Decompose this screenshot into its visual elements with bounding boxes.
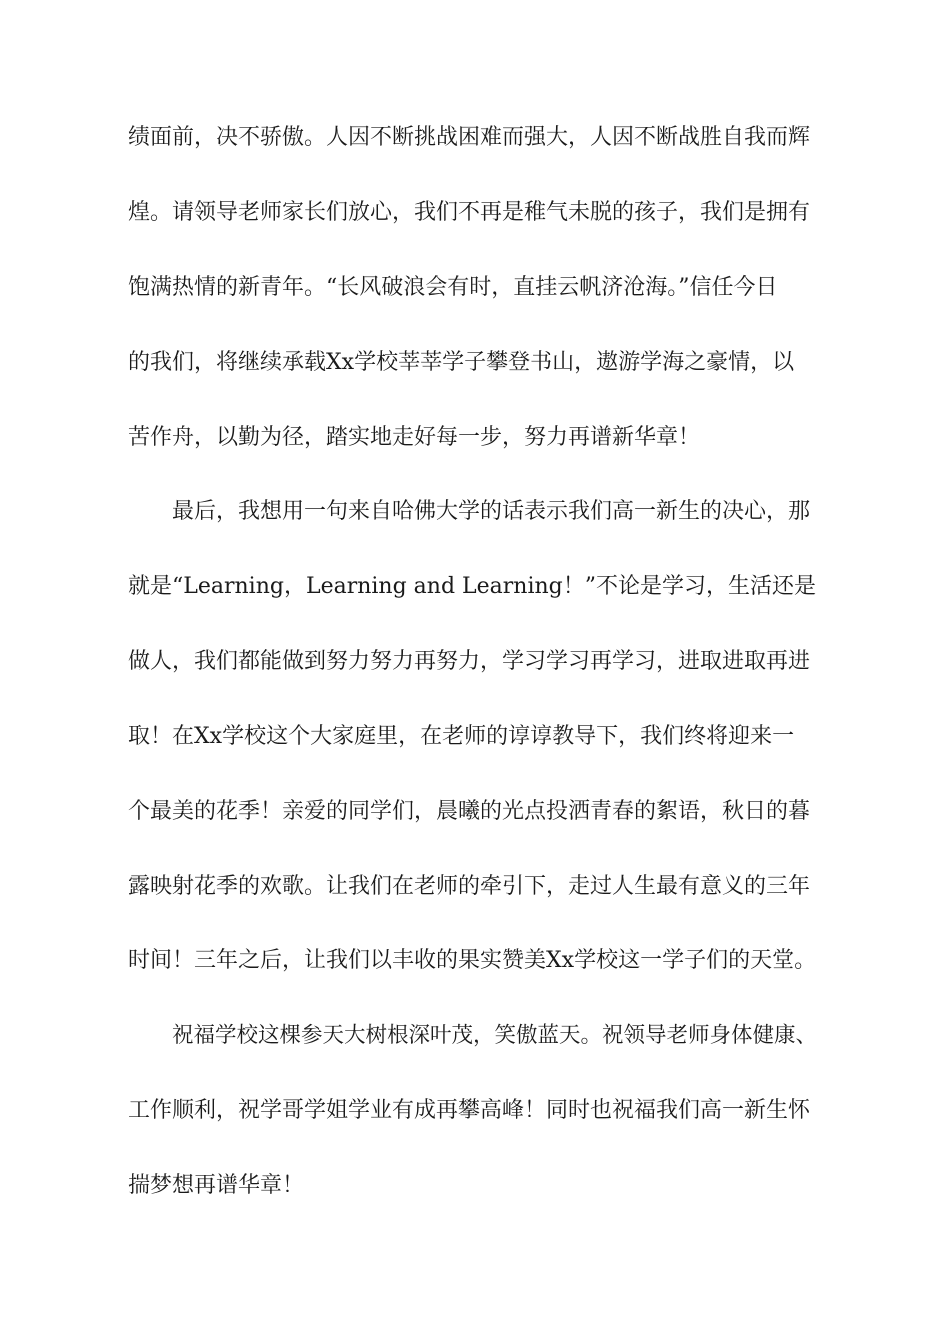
text-line-9: 取！在Xx学校这个大家庭里，在老师的谆谆教导下，我们终将迎来一 bbox=[128, 724, 795, 749]
text-line-3: 饱满热情的新青年。“长风破浪会有时，直挂云帆济沧海。”信任今日 bbox=[128, 275, 778, 300]
text-line-10: 个最美的花季！亲爱的同学们，晨曦的光点投洒青春的絮语，秋日的暮 bbox=[128, 799, 811, 824]
text-line-15: 揣梦想再谱华章！ bbox=[128, 1173, 305, 1198]
text-line-1: 绩面前，决不骄傲。人因不断挑战困难而强大，人因不断战胜自我而辉 bbox=[128, 125, 811, 150]
text-line-14: 工作顺利，祝学哥学姐学业有成再攀高峰！同时也祝福我们高一新生怀 bbox=[128, 1098, 811, 1123]
text-line-8: 做人，我们都能做到努力努力再努力，学习学习再学习，进取进取再进 bbox=[128, 649, 811, 674]
text-line-4: 的我们，将继续承载Xx学校莘莘学子攀登书山，遨游学海之豪情，以 bbox=[128, 350, 795, 375]
paragraph-2-first-line: 最后，我想用一句来自哈佛大学的话表示我们高一新生的决心，那 bbox=[172, 499, 811, 524]
text-line-11: 露映射花季的欢歌。让我们在老师的牵引下，走过人生最有意义的三年 bbox=[128, 874, 811, 899]
text-line-2: 煌。请领导老师家长们放心，我们不再是稚气未脱的孩子，我们是拥有 bbox=[128, 200, 811, 225]
text-line-12: 时间！三年之后，让我们以丰收的果实赞美Xx学校这一学子们的天堂。 bbox=[128, 948, 817, 973]
text-line-7: 就是“Learning，Learning and Learning！”不论是学习，生活还是 bbox=[128, 574, 817, 599]
text-line-5: 苦作舟，以勤为径，踏实地走好每一步，努力再谱新华章！ bbox=[128, 425, 701, 450]
paragraph-3-first-line: 祝福学校这棵参天大树根深叶茂，笑傲蓝天。祝领导老师身体健康、 bbox=[172, 1023, 818, 1048]
